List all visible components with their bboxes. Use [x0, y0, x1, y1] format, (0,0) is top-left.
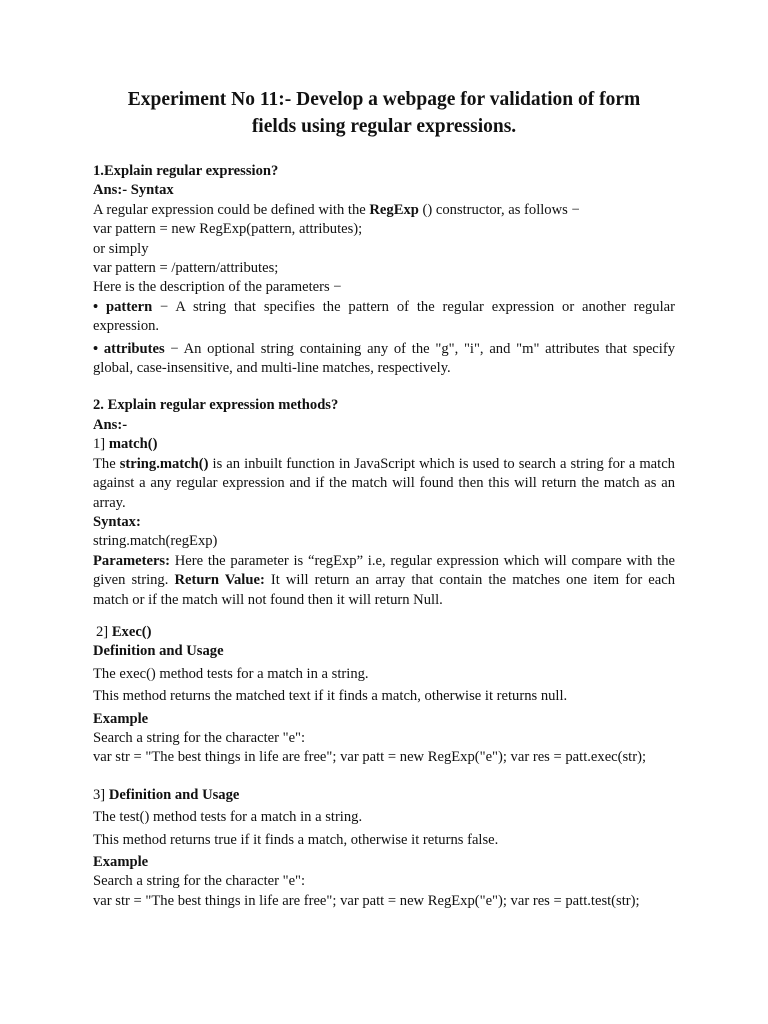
definition-heading: Definition and Usage — [93, 643, 224, 660]
bullet-text: − An optional string containing any of the "g", "i", and "m" attributes that specify global, case-insensitive, and multi-line matches, respectively. — [93, 340, 675, 377]
bullet-pattern — [93, 298, 675, 337]
method-3-heading — [93, 786, 675, 805]
regexp-constructor-line — [93, 201, 675, 220]
text-line: Search a string for the character "e": — [93, 729, 306, 746]
text-line: The exec() method tests for a match in a string. — [93, 665, 369, 682]
method-number: 2] — [96, 623, 112, 640]
answer-label-1: Ans:- Syntax — [93, 182, 174, 199]
text-run: is an inbuilt function in JavaScript which is used to search a string for a match against a any regular expression and if the match will found then this will return the match as an array. — [93, 455, 675, 511]
definition-heading: Definition and Usage — [108, 786, 240, 803]
bullet-term: • pattern — [93, 298, 153, 315]
text-run: () constructor, as follows − — [418, 201, 580, 218]
method-number: 1] — [93, 436, 109, 453]
method-name: Exec() — [111, 623, 152, 640]
page-title — [93, 86, 675, 140]
syntax-label: Syntax: — [93, 513, 141, 530]
text-line: Search a string for the character "e": — [93, 873, 306, 890]
parameters-label: Parameters: — [93, 552, 170, 569]
bullet-text: − A string that specifies the pattern of the regular expression or another regular expression. — [93, 298, 675, 335]
method-name: match() — [108, 436, 158, 453]
text-line: This method returns true if it finds a match, otherwise it returns false. — [93, 831, 499, 848]
regexp-keyword: RegExp — [369, 201, 419, 218]
question-1: 1.Explain regular expression? — [93, 163, 279, 179]
return-value-label: Return Value: — [174, 572, 265, 589]
example-code: var str = "The best things in life are free"; var patt = new RegExp("e"); var res = patt.test(str); — [93, 892, 640, 909]
section-question-2 — [93, 396, 675, 911]
method-1-heading — [93, 435, 675, 454]
method-number: 3] — [93, 786, 109, 803]
text-run: A regular expression could be defined with the — [93, 201, 370, 218]
text-line: This method returns the matched text if it finds a match, otherwise it returns null. — [93, 688, 568, 705]
text-run: The — [93, 455, 120, 472]
code-line: var pattern = /pattern/attributes; — [93, 260, 279, 277]
method-keyword: string.match() — [119, 455, 209, 472]
method-1-description — [93, 455, 675, 513]
section-question-1 — [93, 162, 675, 378]
title-line-2: fields using regular expressions. — [251, 116, 517, 137]
text-line: The test() method tests for a match in a string. — [93, 809, 363, 826]
syntax-code: string.match(regExp) — [93, 533, 218, 550]
text-run: Here the parameter is “regExp” i.e, regular expression which will compare with the given string. — [93, 552, 675, 589]
bullet-term: • attributes — [93, 340, 165, 357]
example-code: var str = "The best things in life are free"; var patt = new RegExp("e"); var res = patt.exec(str); — [93, 749, 647, 766]
example-heading: Example — [93, 854, 149, 870]
parameters-paragraph — [93, 552, 675, 610]
title-line-1: Experiment No 11:- Develop a webpage for validation of form — [127, 89, 641, 110]
text-run: It will return an array that contain the matches one item for each match or if the match will not found then it will return Null. — [93, 572, 675, 608]
answer-label-2: Ans:- — [93, 416, 128, 433]
text-line: Here is the description of the parameters − — [93, 279, 342, 296]
bullet-attributes — [93, 340, 675, 379]
code-line: var pattern = new RegExp(pattern, attributes); — [93, 221, 363, 238]
text-line: or simply — [93, 240, 149, 257]
example-heading: Example — [93, 710, 149, 727]
question-2: 2. Explain regular expression methods? — [93, 397, 339, 414]
method-2-heading — [93, 623, 675, 642]
